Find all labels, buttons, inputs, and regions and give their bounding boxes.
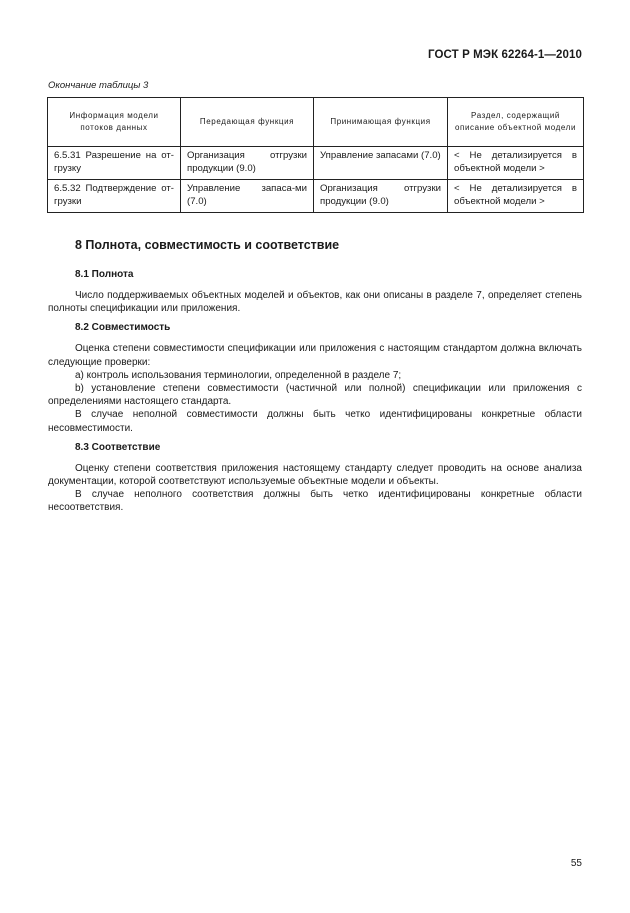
table-header-row (48, 98, 584, 147)
table-row (48, 147, 584, 180)
table-cell: < Не детализируется в объектной модели > (448, 180, 584, 213)
paragraph: Число поддерживаемых объектных моделей и объектов, как они описаны в разделе 7, определяет степень полноты спецификации или приложения. (48, 290, 582, 315)
completeness-text (48, 289, 582, 315)
section-title: 8 Полнота, совместимость и соответствие (75, 238, 340, 252)
conformance-text (48, 462, 582, 515)
paragraph: В случае неполного соответствия должны быть четко идентифицированы конкретные области несоответствия. (48, 489, 582, 514)
list-item: a) контроль использования терминологии, определенной в разделе 7; (75, 369, 402, 381)
subsection-title-conformance: 8.3 Соответствие (75, 441, 161, 453)
document-header: ГОСТ Р МЭК 62264-1—2010 (428, 49, 582, 61)
subsection-title-completeness: 8.1 Полнота (75, 269, 134, 280)
table-cell: 6.5.32 Подтверждение от-грузки (48, 180, 181, 213)
header-receiving-function: Принимающая функция (314, 98, 448, 147)
table-row (48, 180, 584, 213)
page-number: 55 (570, 858, 582, 869)
header-model-info: Информация модели потоков данных (48, 98, 181, 147)
section-content (48, 238, 582, 515)
table-cell: Управление запаса-ми (7.0) (181, 180, 314, 213)
header-section-ref: Раздел, содержащий описание объектной модели (448, 98, 584, 147)
header-sending-function: Передающая функция (181, 98, 314, 147)
table-cell: Управление запасами (7.0) (314, 147, 448, 180)
table-cell: Организация отгрузки продукции (9.0) (181, 147, 314, 180)
list-item: b) установление степени совместимости (частичной или полной) спецификации или приложения с определениями настоящего стандарта. (48, 383, 582, 408)
table-cell: 6.5.31 Разрешение на от-грузку (48, 147, 181, 180)
paragraph: В случае неполной совместимости должны быть четко идентифицированы конкретные области несовместимости. (48, 409, 582, 434)
table-cell: < Не детализируется в объектной модели > (448, 147, 584, 180)
compatibility-text (48, 342, 582, 434)
table-caption: Окончание таблицы 3 (48, 80, 149, 91)
paragraph: Оценку степени соответствия приложения настоящему стандарту следует проводить на основе анализа документации, которой соответствуют используемые объектные модели и объекты. (48, 462, 582, 488)
data-flow-table (47, 97, 584, 213)
table-cell: Организация отгрузки продукции (9.0) (314, 180, 448, 213)
subsection-title-compatibility: 8.2 Совместимость (75, 322, 171, 334)
paragraph: Оценка степени совместимости спецификации или приложения с настоящим стандартом должна включать следующие проверки: (48, 343, 582, 368)
